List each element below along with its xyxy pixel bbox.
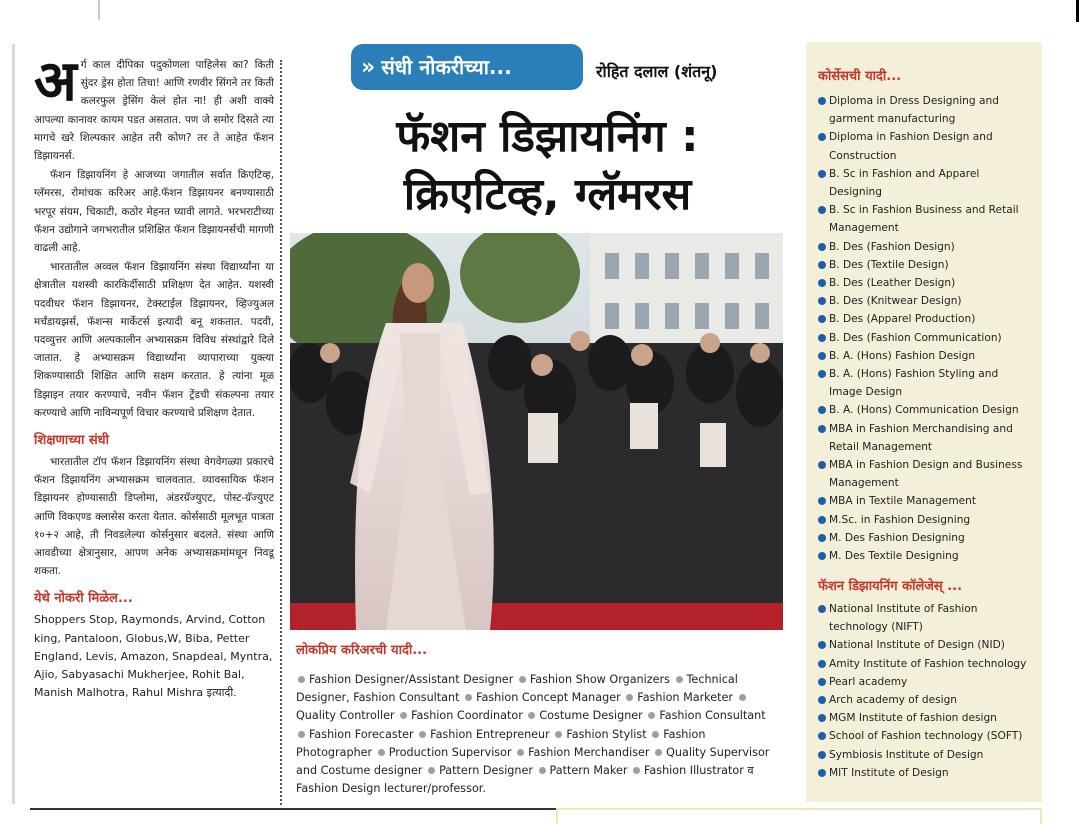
career-item: Fashion Forecaster bbox=[309, 727, 414, 741]
colleges-heading: फॅशन डिझायनिंग कॉलेजेस् ... bbox=[818, 579, 963, 594]
list-item-label: Arch academy of design bbox=[829, 694, 958, 707]
bullet-dot-icon bbox=[676, 676, 683, 683]
article-photo bbox=[290, 233, 783, 630]
bullet-dot-icon bbox=[818, 297, 826, 305]
bullet-dot-icon bbox=[818, 170, 826, 178]
list-item-label: B. Sc in Fashion Business and Retail Management bbox=[829, 204, 1019, 235]
body-paragraph: भारतातील अव्वल फॅशन डिझायनिंग संस्था विद्यार्थ्यांना या क्षेत्रातील यशस्वी कारकिर्दीसाठी प्रशिक्षण देत आहेत. यशस्वी पदवीधर फॅशन डिझायनर, टेक्स्टाईल डिझायनर, व्हिज्युअल मर्चंडायझर्स, फॅशन्स मार्केटर्स इत्यादी बनू शकतात. पदवी, पदव्युत्तर आणि अल्पकालीन अभ्यासक्रम विविध संस्थांद्वारे दिले जातात. हे अभ्यासक्रम विद्यार्थ्यांना व्यापाराच्या युक्त्या शिकण्यासाठी शिक्षित आणि सक्षम करतात. हे त्यांना मूळ डिझाइन तयार करण्याचे, नवीन फॅशन ट्रेंडची संकल्पना तयार करण्याचे आणि नाविन्यपूर्ण विचार करण्याचे प्रशिक्षण देतात. bbox=[34, 261, 274, 419]
bullet-dot-icon bbox=[818, 352, 826, 360]
body-paragraph: फॅशन डिझायनिंग हे आजच्या जगातील सर्वात क्रिएटिव्ह, ग्लॅमरस, रोमांचक करिअर आहे.फॅशन डिझायनर बनण्यासाठी भरपूर संयम, चिकाटी, कठोर मेहनत घ्यावी लागते. भरभराटीच्या फॅशन उद्योगाने जगभरातील प्रशिक्षित फॅशन डिझायनर्सची मागणी वाढली आहे. bbox=[34, 169, 274, 255]
list-item-label: M. Des Textile Designing bbox=[829, 550, 959, 563]
bullet-dot-icon bbox=[818, 461, 826, 469]
list-item-label: National Institute of Fashion technology (NIFT) bbox=[829, 603, 978, 634]
bullet-dot-icon bbox=[818, 516, 826, 524]
bullet-dot-icon bbox=[818, 732, 826, 740]
career-item: Quality Supervisor and Costume designer bbox=[296, 745, 770, 778]
red-carpet-photo bbox=[290, 233, 783, 630]
list-item-label: National Institute of Design (NID) bbox=[829, 639, 1005, 652]
bullet-dot-icon bbox=[517, 749, 524, 756]
list-item-label: MBA in Fashion Merchandising and Retail Management bbox=[829, 422, 1013, 453]
bullet-dot-icon bbox=[818, 133, 826, 141]
career-item: Fashion Illustrator व Fashion Design lecturer/professor. bbox=[296, 764, 754, 796]
course-item bbox=[818, 274, 1033, 292]
bullet-dot-icon bbox=[428, 767, 435, 774]
career-item: Fashion Designer/Assistant Designer bbox=[309, 673, 514, 686]
career-item: Quality Controller bbox=[296, 709, 395, 723]
college-item bbox=[818, 655, 1033, 673]
list-item-label: B. Des (Fashion Design) bbox=[829, 240, 955, 253]
bullet-dot-icon bbox=[465, 694, 472, 701]
education-heading: शिक्षणाच्या संधी bbox=[34, 433, 110, 449]
course-item bbox=[818, 292, 1033, 310]
courses-heading: कोर्सेसची यादी... bbox=[818, 69, 902, 84]
bullet-dot-icon bbox=[818, 206, 826, 214]
bullet-dot-icon bbox=[818, 678, 826, 686]
career-item: Production Supervisor bbox=[388, 745, 512, 759]
bottom-rule bbox=[30, 808, 558, 810]
bullet-dot-icon bbox=[655, 749, 662, 756]
course-item bbox=[818, 310, 1033, 328]
bullet-dot-icon bbox=[555, 731, 562, 738]
course-item bbox=[818, 365, 1033, 401]
list-item-label: MBA in Fashion Design and Business Management bbox=[829, 459, 1023, 490]
career-item: Fashion Stylist bbox=[566, 727, 647, 741]
list-item-label: School of Fashion technology (SOFT) bbox=[829, 730, 1023, 743]
education-paragraph: भारतातील टॉप फॅशन डिझायनिंग संस्था वेगवेगळ्या प्रकारचे फॅशन डिझायनिंग अभ्यासक्रम चालवतात. व्यावसायिक फॅशन डिझायनर होण्यासाठी डिप्लोमा, अंडरग्रॅज्युएट, पोस्ट-ग्रॅज्युएट आणि विकएण्ड क्लासेस करता येतात. कोर्ससाठी मूलभूत पात्रता १०+२ आहे, ती निवडलेल्या कोर्सनुसार बदलते. संस्था आणि आवडीच्या क्षेत्रानुसार, आपण अनेक अभ्यासक्रमांमधून निवडू शकता. bbox=[34, 456, 274, 578]
list-item-label: B. Des (Knitwear Design) bbox=[829, 295, 962, 308]
career-item: Costume Designer bbox=[539, 709, 643, 723]
headline-line: फॅशन डिझायनिंग : bbox=[396, 111, 699, 162]
jobs-list-text: Shoppers Stop, Raymonds, Arvind, Cotton king, Pantaloon, Globus,W, Biba, Petter England, Levis, Amazon, Snapdeal, Myntra, Ajio, Sabyasachi Mukherjee, Rohit Bal, Manish Malhotra, Rahul Mishra इत्यादी. bbox=[34, 613, 273, 700]
course-item bbox=[818, 329, 1033, 347]
bullet-dot-icon bbox=[818, 552, 826, 560]
list-item-label: M.Sc. in Fashion Designing bbox=[829, 513, 971, 526]
list-item-label: B. Sc in Fashion and Apparel Designing bbox=[829, 167, 980, 199]
list-item-label: B. A. (Hons) Fashion Styling and Image Design bbox=[829, 368, 999, 399]
college-item bbox=[818, 727, 1033, 745]
course-item bbox=[818, 238, 1033, 256]
bullet-dot-icon bbox=[818, 97, 826, 105]
course-item bbox=[818, 92, 1033, 128]
college-item bbox=[818, 636, 1033, 654]
course-item bbox=[818, 165, 1033, 201]
bullet-dot-icon bbox=[652, 731, 659, 738]
bullet-dot-icon bbox=[818, 751, 826, 759]
list-item-label: B. Des (Fashion Communication) bbox=[829, 331, 1002, 344]
course-item bbox=[818, 420, 1033, 456]
list-item-label: Amity Institute of Fashion technology bbox=[829, 657, 1027, 670]
course-item bbox=[818, 511, 1033, 529]
list-item-label: MIT Institute of Design bbox=[829, 766, 949, 779]
bullet-dot-icon bbox=[298, 731, 305, 738]
career-item: Fashion Photographer bbox=[296, 727, 706, 759]
course-item bbox=[818, 347, 1033, 365]
double-chevron-icon: » bbox=[361, 55, 376, 80]
bullet-dot-icon bbox=[519, 676, 526, 683]
list-item-label: B. A. (Hons) Communication Design bbox=[829, 404, 1019, 417]
bullet-dot-icon bbox=[818, 315, 826, 323]
bullet-dot-icon bbox=[818, 714, 826, 722]
bullet-dot-icon bbox=[539, 767, 546, 774]
section-banner bbox=[351, 44, 583, 90]
bullet-dot-icon bbox=[818, 370, 826, 378]
author-byline: रोहित दलाल (शंतनू) bbox=[596, 62, 718, 81]
bullet-dot-icon bbox=[818, 641, 826, 649]
bullet-dot-icon bbox=[818, 534, 826, 542]
course-item bbox=[818, 401, 1033, 419]
banner-label: संधी नोकरीच्या... bbox=[381, 55, 512, 79]
list-item-label: Diploma in Dress Designing and garment manufacturing bbox=[829, 95, 999, 126]
column-divider bbox=[280, 60, 282, 805]
bullet-dot-icon bbox=[528, 712, 535, 719]
bullet-dot-icon bbox=[818, 497, 826, 505]
bullet-dot-icon bbox=[419, 731, 426, 738]
college-item bbox=[818, 764, 1033, 782]
intro-paragraph: र्ग काल दीपिका पदुकोणला पाहिलेस का? किती सुंदर ड्रेस होता तिचा! आणि रणवीर सिंगने तर किती कलरफुल ड्रेसिंग केलं होत ना! ही अशी वाक्ये आपल्या कानावर कायम पडत असतात. पण जे समोर दिसते त्या मागचे खरे शिल्पकार आहेत तरी कोण? तर ते आहेत फॅशन डिझायनर्स. bbox=[34, 59, 274, 163]
drop-cap: अ bbox=[34, 48, 77, 114]
career-item: Fashion Consultant bbox=[659, 709, 766, 723]
bullet-dot-icon bbox=[818, 406, 826, 414]
bullet-dot-icon bbox=[818, 660, 826, 668]
career-item: Fashion Concept Manager bbox=[476, 691, 621, 705]
list-item-label: M. Des Fashion Designing bbox=[829, 531, 965, 544]
bullet-dot-icon bbox=[818, 425, 826, 433]
jobs-heading: येथे नोकरी मिळेल... bbox=[34, 591, 133, 607]
list-item-label: MBA in Textile Management bbox=[829, 495, 977, 508]
bullet-dot-icon bbox=[648, 712, 655, 719]
college-item bbox=[818, 673, 1033, 691]
career-item: Fashion Entrepreneur bbox=[430, 727, 550, 741]
career-item: Pattern Maker bbox=[549, 764, 628, 778]
course-item bbox=[818, 256, 1033, 274]
bullet-dot-icon bbox=[818, 279, 826, 287]
list-item-label: MGM Institute of fashion design bbox=[829, 712, 997, 725]
careers-list bbox=[296, 671, 776, 798]
career-item: Fashion Merchandiser bbox=[528, 745, 650, 759]
bullet-dot-icon bbox=[818, 334, 826, 342]
course-item bbox=[818, 456, 1033, 492]
career-item: Technical Designer, Fashion Consultant bbox=[296, 673, 738, 705]
bullet-dot-icon bbox=[818, 769, 826, 777]
bullet-dot-icon bbox=[626, 694, 633, 701]
careers-heading: लोकप्रिय करिअरची यादी... bbox=[296, 643, 428, 658]
career-item: Fashion Show Organizers bbox=[529, 673, 670, 686]
course-item bbox=[818, 201, 1033, 237]
left-article-column bbox=[34, 48, 274, 703]
college-item bbox=[818, 691, 1033, 709]
article-headline bbox=[300, 108, 795, 224]
bullet-dot-icon bbox=[298, 676, 305, 683]
career-item: Fashion Coordinator bbox=[411, 709, 523, 723]
list-item-label: B. Des (Leather Design) bbox=[829, 277, 956, 290]
course-item bbox=[818, 547, 1033, 565]
headline-line: क्रिएटिव्ह, ग्लॅमरस bbox=[403, 169, 692, 220]
career-item: Pattern Designer bbox=[439, 764, 533, 778]
bullet-dot-icon bbox=[818, 243, 826, 251]
list-item-label: B. A. (Hons) Fashion Design bbox=[829, 349, 976, 362]
college-item bbox=[818, 600, 1033, 636]
bullet-dot-icon bbox=[818, 696, 826, 704]
college-item bbox=[818, 746, 1033, 764]
courses-list bbox=[818, 92, 1033, 565]
bullet-dot-icon bbox=[633, 767, 640, 774]
list-item-label: B. Des (Apparel Production) bbox=[829, 313, 976, 326]
bullet-dot-icon bbox=[739, 694, 746, 701]
career-item: Fashion Marketer bbox=[637, 691, 734, 705]
list-item-label: B. Des (Textile Design) bbox=[829, 258, 949, 271]
bullet-dot-icon bbox=[378, 749, 385, 756]
list-item-label: Diploma in Fashion Design and Construction bbox=[829, 131, 993, 162]
list-item-label: Pearl academy bbox=[829, 675, 908, 688]
list-item-label: Symbiosis Institute of Design bbox=[829, 748, 984, 761]
college-item bbox=[818, 709, 1033, 727]
next-box-frame bbox=[556, 808, 1042, 824]
bullet-dot-icon bbox=[818, 261, 826, 269]
bullet-dot-icon bbox=[400, 712, 407, 719]
course-item bbox=[818, 128, 1033, 164]
course-item bbox=[818, 529, 1033, 547]
top-divider bbox=[98, 0, 100, 20]
left-margin-bar bbox=[12, 44, 15, 804]
bullet-dot-icon bbox=[818, 605, 826, 613]
colleges-list bbox=[818, 600, 1033, 782]
course-item bbox=[818, 492, 1033, 510]
